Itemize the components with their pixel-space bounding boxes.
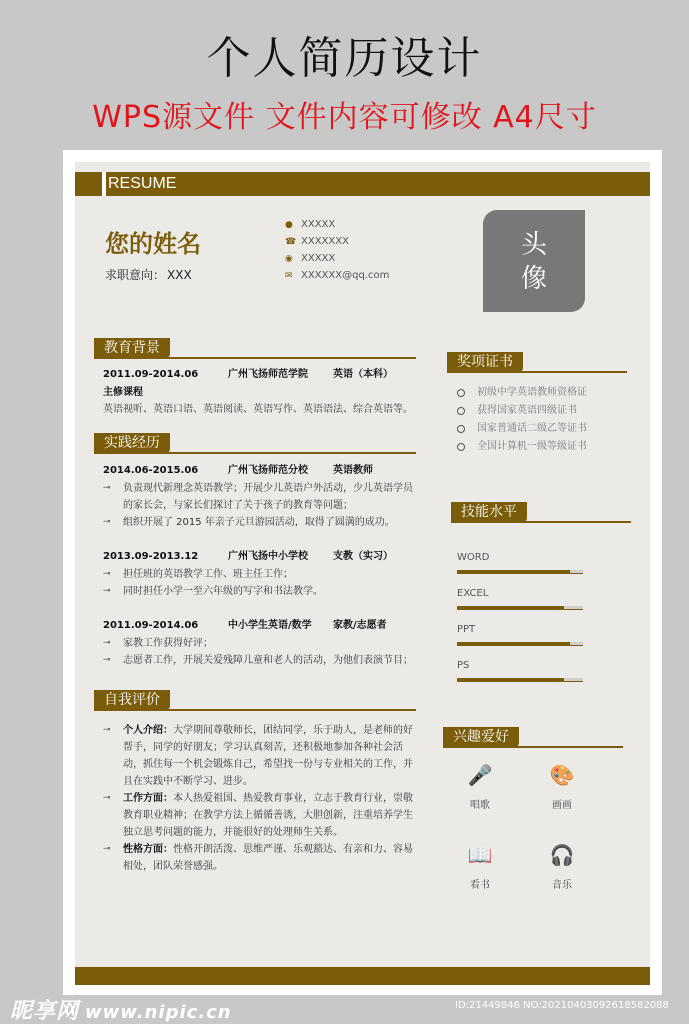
book-icon: 📖 — [467, 843, 493, 867]
job-item — [103, 514, 415, 531]
education-major: 英语（本科） — [333, 369, 393, 380]
self-eval-text: 性格开朗活泼、思维严谨、乐观豁达、有亲和力、容易相处，团队荣誉感强。 — [123, 844, 413, 872]
job-item — [103, 652, 415, 669]
job-block — [103, 462, 415, 531]
job-item-text: 负责现代新理念英语教学；开展少儿英语户外活动，少儿英语学员的家长会，与家长们探讨了关于孩子的教育等问题； — [123, 483, 413, 511]
skill-name: EXCEL — [457, 588, 489, 599]
skill-item — [457, 660, 583, 696]
microphone-icon: 🎤 — [467, 763, 493, 787]
job-intent-value: XXX — [167, 268, 192, 282]
photo-placeholder[interactable] — [483, 210, 585, 312]
page-title: 个人简历设计 — [206, 33, 483, 84]
contact-item — [285, 233, 389, 250]
skill-fill — [457, 678, 564, 682]
bullet-icon: ⊸ — [103, 655, 111, 665]
hobby-label: 音乐 — [552, 880, 572, 891]
header-bar-notch — [102, 172, 106, 196]
awards-list — [457, 384, 587, 456]
skill-track — [457, 570, 583, 574]
self-eval-item — [103, 722, 415, 790]
job-date: 2014.06-2015.06 — [103, 465, 199, 476]
self-eval-heading-line — [94, 709, 416, 711]
job-block — [103, 548, 415, 600]
job-item-text: 家教工作获得好评； — [123, 638, 213, 649]
awards-heading-tag: 奖项证书 — [447, 352, 523, 372]
hobbies-heading-line — [443, 746, 623, 748]
job-row — [103, 548, 415, 566]
job-date: 2013.09-2013.12 — [103, 551, 199, 562]
bullet-icon: ⊸ — [103, 638, 111, 648]
education-row — [103, 366, 415, 384]
job-block — [103, 617, 415, 669]
skills-list — [457, 552, 583, 696]
job-date: 2011.09-2014.06 — [103, 620, 199, 631]
job-item — [103, 480, 415, 514]
contact-item — [285, 250, 389, 267]
resume-sheet — [75, 162, 650, 984]
watermark-brand — [10, 994, 232, 1024]
page-subtitle: WPS源文件 文件内容可修改 A4尺寸 — [92, 100, 597, 135]
job-item — [103, 635, 415, 652]
courses-label: 主修课程 — [103, 387, 143, 398]
job-org: 广州飞扬师范分校 — [228, 465, 308, 476]
award-text: 全国计算机一级等级证书 — [477, 441, 587, 452]
resume-footer-bar — [75, 967, 650, 985]
job-org: 广州飞扬中小学校 — [228, 551, 308, 562]
hobby-item — [450, 760, 510, 811]
education-school: 广州飞扬师范学院 — [228, 369, 308, 380]
skill-name: WORD — [457, 552, 490, 563]
award-item — [457, 402, 587, 420]
skill-track — [457, 642, 583, 646]
job-role: 支教（实习） — [333, 551, 393, 562]
education-heading-line — [94, 357, 416, 359]
hobby-item — [532, 840, 592, 891]
contact-item — [285, 267, 389, 284]
skill-item — [457, 552, 583, 588]
self-eval-label: 工作方面： — [123, 793, 173, 804]
person-icon: ● — [285, 219, 293, 230]
skills-heading-line — [451, 521, 631, 523]
mail-icon: ✉ — [285, 270, 293, 281]
award-text: 获得国家英语四级证书 — [477, 405, 577, 416]
job-item-text: 同时担任小学一至六年级的写字和书法教学。 — [123, 586, 323, 597]
resume-label: RESUME — [108, 175, 177, 192]
job-row — [103, 617, 415, 635]
circle-icon — [457, 443, 465, 451]
award-text: 国家普通话二级乙等证书 — [477, 423, 587, 434]
skills-heading-tag: 技能水平 — [451, 502, 527, 522]
job-org: 中小学生英语/数学 — [228, 620, 312, 631]
resume-paper — [63, 150, 662, 995]
watermark-url: www.nipic.cn — [85, 1002, 232, 1023]
education-heading — [94, 338, 416, 364]
self-eval-text: 本人热爱祖国、热爱教育事业，立志于教育行业，崇敬教育职业精神；在教学方法上循循善诱，大胆创新，注重培养学生独立思考问题的能力，并能很好的处理师生关系。 — [123, 793, 413, 838]
bullet-icon: ⊸ — [103, 569, 111, 579]
headphones-icon: 🎧 — [549, 843, 575, 867]
job-item — [103, 566, 415, 583]
circle-icon — [457, 407, 465, 415]
award-item — [457, 420, 587, 438]
skill-track — [457, 678, 583, 682]
candidate-name: 您的姓名 — [105, 230, 201, 258]
self-eval-text: 大学期间尊敬师长，团结同学，乐于助人，是老师的好帮手，同学的好朋友；学习认真刻苦，还积极地参加各种社会活动，抓住每一个机会锻炼自己，希望找一份与专业相关的工作，并且在实践中不断学习、进步。 — [123, 725, 413, 787]
circle-icon — [457, 389, 465, 397]
awards-heading — [447, 352, 627, 378]
self-eval-label: 性格方面： — [123, 844, 173, 855]
contact-text: XXXXX — [301, 253, 336, 264]
practice-heading-line — [94, 452, 416, 454]
award-text: 初级中学英语教师资格证 — [477, 387, 587, 398]
watermark-brand-text: 昵享网 — [10, 999, 80, 1024]
bullet-icon: ⊸ — [103, 517, 111, 527]
contact-list — [285, 216, 389, 284]
education-date: 2011.09-2014.06 — [103, 369, 199, 380]
job-item-text: 志愿者工作，开展关爱残障儿童和老人的活动，为他们表演节目； — [123, 655, 413, 666]
contact-text: XXXXX — [301, 219, 336, 230]
self-eval-heading — [94, 690, 416, 716]
education-heading-tag: 教育背景 — [94, 338, 170, 358]
practice-heading-tag: 实践经历 — [94, 433, 170, 453]
self-eval-heading-tag: 自我评价 — [94, 690, 170, 710]
bullet-icon: ⊸ — [103, 586, 111, 596]
hobbies-heading-tag: 兴趣爱好 — [443, 727, 519, 747]
hobby-item — [532, 760, 592, 811]
bullet-icon: ⊸ — [103, 483, 111, 493]
self-eval-block — [103, 722, 415, 875]
bullet-icon: ⊸ — [103, 844, 111, 854]
job-item — [103, 583, 415, 600]
skill-item — [457, 588, 583, 624]
skill-name: PS — [457, 660, 470, 671]
awards-heading-line — [447, 371, 627, 373]
contact-item — [285, 216, 389, 233]
contact-text: XXXXXX@qq.com — [301, 270, 390, 281]
watermark-id: ID:21449846 NO:20210403092618582088 — [455, 1000, 669, 1011]
hobbies-heading — [443, 727, 623, 753]
job-intent — [103, 266, 192, 283]
job-row — [103, 462, 415, 480]
skill-fill — [457, 570, 570, 574]
bullet-icon: ⊸ — [103, 793, 111, 803]
job-role: 家教/志愿者 — [333, 620, 387, 631]
skills-heading — [451, 502, 631, 528]
circle-icon — [457, 425, 465, 433]
practice-heading — [94, 433, 416, 459]
skill-track — [457, 606, 583, 610]
hobby-label: 看书 — [470, 880, 490, 891]
courses-text: 英语视听、英语口语、英语阅读、英语写作、英语语法、综合英语等。 — [103, 404, 413, 415]
skill-fill — [457, 606, 564, 610]
location-icon: ◉ — [285, 253, 293, 264]
award-item — [457, 384, 587, 402]
skill-item — [457, 624, 583, 660]
skill-name: PPT — [457, 624, 476, 635]
palette-icon: 🎨 — [549, 763, 575, 787]
phone-icon: ☎ — [285, 236, 297, 247]
photo-text-2: 像 — [520, 264, 547, 294]
job-intent-label: 求职意向： — [105, 268, 166, 282]
education-block — [103, 366, 415, 418]
hobby-item — [450, 840, 510, 891]
hobby-label: 画画 — [552, 800, 572, 811]
resume-header-bar — [75, 172, 650, 196]
job-role: 英语教师 — [333, 465, 373, 476]
job-item-text: 组织开展了 2015 年亲子元旦游园活动，取得了圆满的成功。 — [123, 517, 395, 528]
skill-fill — [457, 642, 570, 646]
self-eval-label: 个人介绍： — [123, 725, 173, 736]
hobby-label: 唱歌 — [470, 800, 490, 811]
self-eval-item — [103, 790, 415, 841]
award-item — [457, 438, 587, 456]
job-item-text: 担任班的英语教学工作、班主任工作； — [123, 569, 293, 580]
contact-text: XXXXXXX — [301, 236, 349, 247]
photo-text-1: 头 — [520, 230, 547, 260]
bullet-icon: ⊸ — [103, 725, 111, 735]
self-eval-item — [103, 841, 415, 875]
